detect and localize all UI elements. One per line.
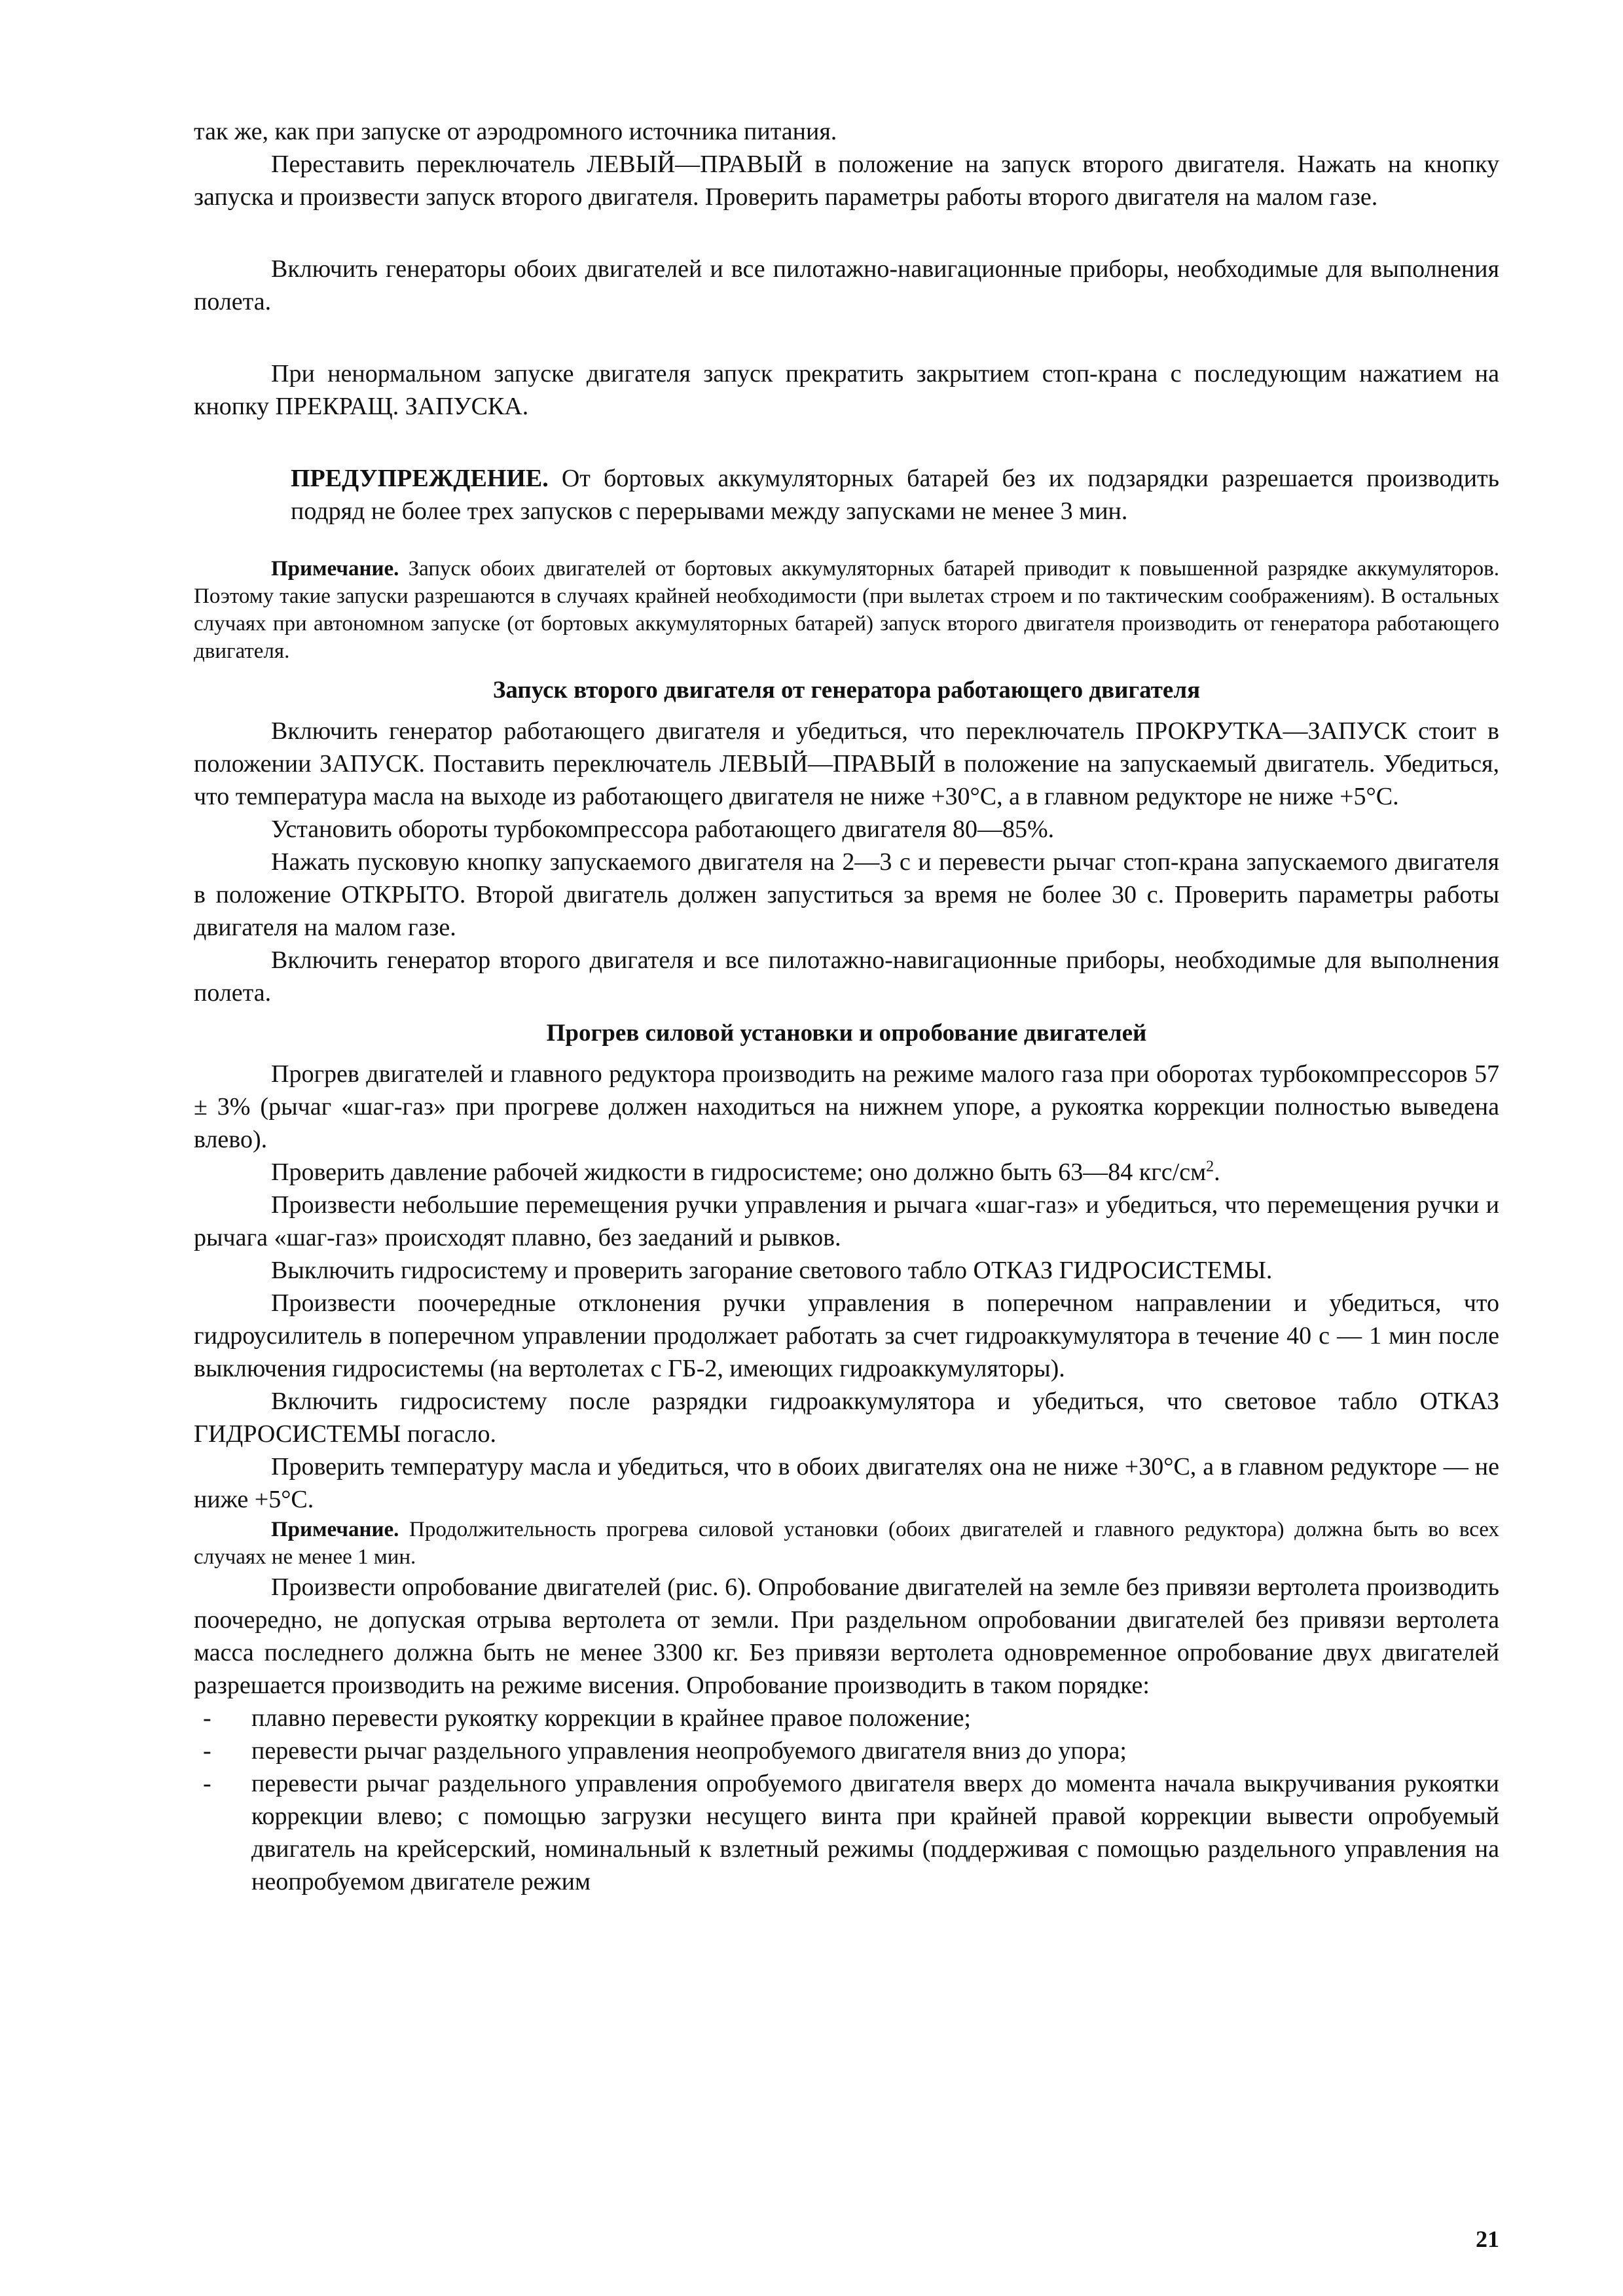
paragraph: Произвести небольшие перемещения ручки управления и рычага «шаг-газ» и убедиться, что перемещения ручки и рычага «шаг-газ» происходят плавно, без заеданий и рывков. bbox=[194, 1191, 1499, 1251]
list-item-text: перевести рычаг раздельного управления опробуемого двигателя вверх до момента начала выкручивания рукоятки коррекции влево; с помощью загрузки несущего винта при крайней правой коррекции вывести опробуемый двигатель на крейсерский, номинальный к взлетный режимы (поддерживая с помощью раздельного управления на неопробуемом двигателе режим bbox=[251, 1770, 1499, 1895]
list-marker: - bbox=[203, 1737, 211, 1765]
list-marker: - bbox=[203, 1704, 211, 1732]
paragraph: Произвести поочередные отклонения ручки управления в поперечном направлении и убедиться, что гидроусилитель в поперечном управлении продолжает работать за счет гидроаккумулятора в течение 40 с — 1 мин после выключения гидросистемы (на вертолетах с ГБ-2, имеющих гидроаккумуляторы). bbox=[194, 1289, 1499, 1382]
paragraph bbox=[194, 1156, 1499, 1189]
list-marker: - bbox=[203, 1770, 211, 1797]
list-item bbox=[194, 1734, 1499, 1767]
note-block bbox=[194, 1516, 1499, 1571]
paragraph: Переставить переключатель ЛЕВЫЙ—ПРАВЫЙ в положение на запуск второго двигателя. Нажать на кнопку запуска и произвести запуск второго двигателя. Проверить параметры работы второго двигателя на малом газе. bbox=[194, 151, 1499, 211]
note-text: Продолжительность прогрева силовой установки (обоих двигателей и главного редуктора) должна быть во всех случаях не менее 1 мин. bbox=[194, 1518, 1499, 1569]
list-item-text: перевести рычаг раздельного управления неопробуемого двигателя вниз до упора; bbox=[251, 1737, 1127, 1765]
paragraph: Установить обороты турбокомпрессора работающего двигателя 80—85%. bbox=[271, 816, 1055, 843]
note-label: Примечание. bbox=[271, 1518, 399, 1541]
paragraph: Включить генератор работающего двигателя и убедиться, что переключатель ПРОКРУТКА—ЗАПУСК стоит в положении ЗАПУСК. Поставить переключатель ЛЕВЫЙ—ПРАВЫЙ в положение на запускаемый двигатель. Убедиться, что температура масла на выходе из работающего двигателя не ниже +30°С, а в главном редукторе не ниже +5°С. bbox=[194, 717, 1499, 810]
note-label: Примечание. bbox=[271, 557, 399, 581]
section-heading: Запуск второго двигателя от генератора работающего двигателя bbox=[492, 677, 1201, 704]
paragraph: Произвести опробование двигателей (рис. 6). Опробование двигателей на земле без привязи вертолета производить поочередно, не допуская отрыва вертолета от земли. При раздельном опробовании двигателей без привязи вертолета масса последнего должна быть не менее 3300 кг. Без привязи вертолета одновременное опробование двух двигателей разрешается производить на режиме висения. Опробование производить в таком порядке: bbox=[194, 1573, 1499, 1699]
document-page bbox=[194, 115, 1499, 2252]
warning-text: От бортовых аккумуляторных батарей без их подзарядки разрешается производить подряд не более трех запусков с перерывами между запусками не менее 3 мин. bbox=[291, 465, 1499, 525]
list-item bbox=[194, 1702, 1499, 1734]
section-heading: Прогрев силовой установки и опробование двигателей bbox=[546, 1020, 1147, 1047]
paragraph: Включить генераторы обоих двигателей и все пилотажно-навигационные приборы, необходимые для выполнения полета. bbox=[194, 255, 1499, 315]
warning-label: ПРЕДУПРЕЖДЕНИЕ. bbox=[291, 465, 549, 492]
superscript: 2 bbox=[1206, 1158, 1214, 1175]
paragraph: Прогрев двигателей и главного редуктора производить на режиме малого газа при оборотах турбокомпрессоров 57 ± 3% (рычаг «шаг-газ» при прогреве должен находиться на нижнем упоре, а рукоятка коррекции полностью выведена влево). bbox=[194, 1060, 1499, 1153]
paragraph-end: . bbox=[1214, 1158, 1220, 1186]
procedure-list bbox=[194, 1702, 1499, 1898]
paragraph: так же, как при запуске от аэродромного источника питания. bbox=[194, 118, 837, 145]
list-item bbox=[194, 1767, 1499, 1898]
page-number: 21 bbox=[1476, 2226, 1499, 2252]
paragraph: При ненормальном запуске двигателя запуск прекратить закрытием стоп-крана с последующим нажатием на кнопку ПРЕКРАЩ. ЗАПУСКА. bbox=[194, 360, 1499, 420]
paragraph-text: Проверить давление рабочей жидкости в гидросистеме; оно должно быть 63—84 кгс/см bbox=[271, 1158, 1207, 1186]
paragraph: Проверить температуру масла и убедиться, что в обоих двигателях она не ниже +30°С, а в главном редукторе — не ниже +5°С. bbox=[194, 1453, 1499, 1513]
note-text: Запуск обоих двигателей от бортовых аккумуляторных батарей приводит к повышенной разрядке аккумуляторов. Поэтому такие запуски разрешаются в случаях крайней необходимости (при вылетах строем и по тактическим соображениям). В остальных случаях при автономном запуске (от бортовых аккумуляторных батарей) запуск второго двигателя производить от генератора работающего двигателя. bbox=[194, 557, 1499, 663]
paragraph: Включить гидросистему после разрядки гидроаккумулятора и убедиться, что световое табло ОТКАЗ ГИДРОСИСТЕМЫ погасло. bbox=[194, 1388, 1499, 1448]
note-block bbox=[194, 555, 1499, 665]
paragraph: Нажать пусковую кнопку запускаемого двигателя на 2—3 с и перевести рычаг стоп-крана запускаемого двигателя в положение ОТКРЫТО. Второй двигатель должен запуститься за время не более 30 с. Проверить параметры работы двигателя на малом газе. bbox=[194, 848, 1499, 941]
list-item-text: плавно перевести рукоятку коррекции в крайнее правое положение; bbox=[251, 1704, 971, 1732]
warning-block bbox=[291, 462, 1499, 528]
paragraph: Выключить гидросистему и проверить загорание светового табло ОТКАЗ ГИДРОСИСТЕМЫ. bbox=[271, 1257, 1273, 1284]
paragraph: Включить генератор второго двигателя и все пилотажно-навигационные приборы, необходимые для выполнения полета. bbox=[194, 946, 1499, 1007]
